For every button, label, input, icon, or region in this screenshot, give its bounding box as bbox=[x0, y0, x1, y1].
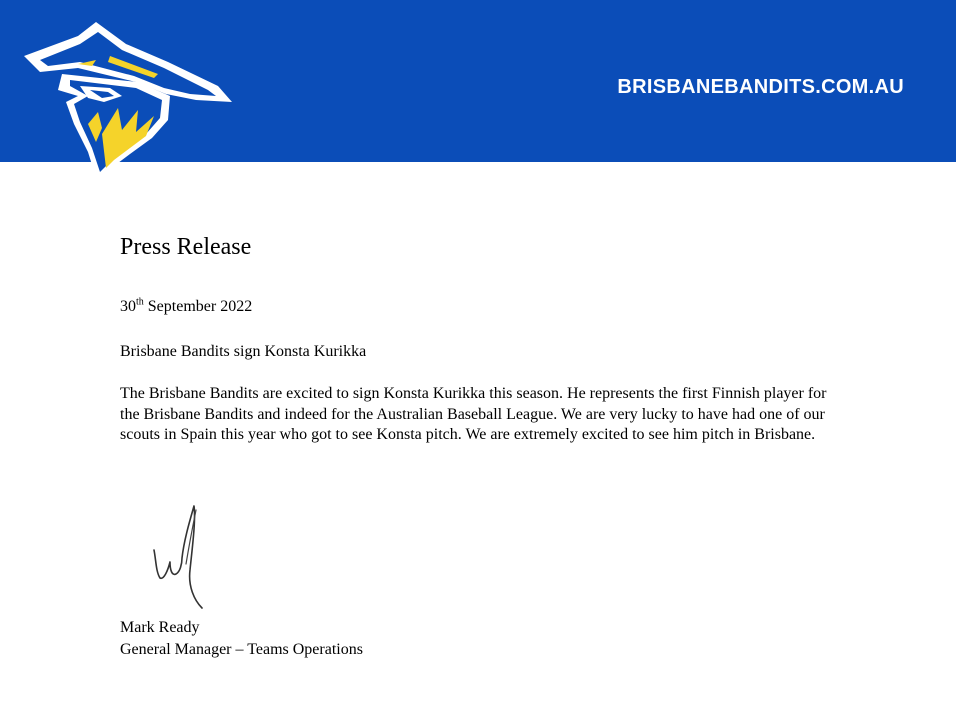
signatory-name: Mark Ready bbox=[120, 619, 200, 636]
handwritten-signature-icon bbox=[148, 500, 218, 612]
release-body: The Brisbane Bandits are excited to sign Konsta Kurikka this season. He represents the first Finnish player for the Brisbane Bandits and indeed for the Australian Baseball League. We are very lucky to have had one of our scouts in Spain this year who got to see Konsta pitch. We are extremely excited to see him pitch in Brisbane. bbox=[120, 385, 827, 443]
date-suffix: th bbox=[136, 296, 144, 308]
date-rest: September 2022 bbox=[147, 298, 253, 315]
bandit-mascot-icon bbox=[18, 16, 236, 188]
release-subject: Brisbane Bandits sign Konsta Kurikka bbox=[120, 343, 367, 360]
date-day: 30 bbox=[120, 298, 136, 315]
website-url: BRISBANEBANDITS.COM.AU bbox=[617, 76, 904, 98]
document-title: Press Release bbox=[120, 234, 252, 260]
signatory-role: General Manager – Teams Operations bbox=[120, 641, 363, 658]
release-date bbox=[120, 297, 252, 317]
